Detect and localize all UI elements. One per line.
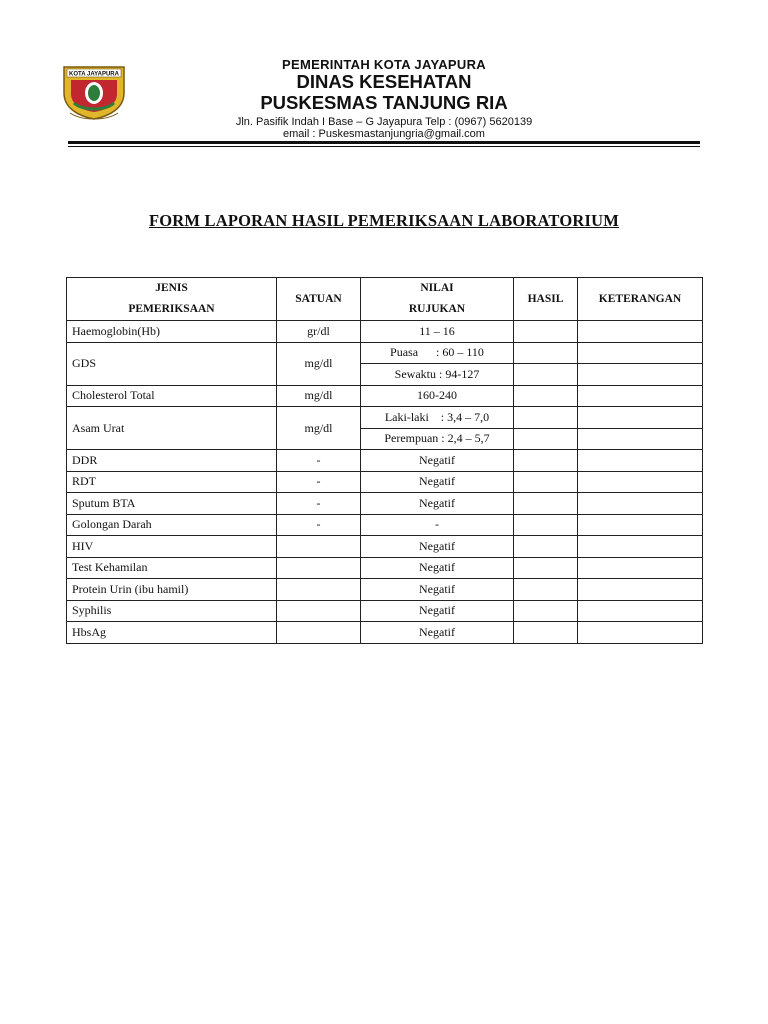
table-row <box>67 385 703 407</box>
exam-name: Sputum BTA <box>67 493 277 515</box>
header-jenis-line2: PEMERIKSAAN <box>128 303 215 315</box>
result-cell[interactable] <box>514 514 578 536</box>
result-cell[interactable] <box>514 622 578 644</box>
exam-unit: gr/dl <box>277 321 361 343</box>
exam-name: DDR <box>67 450 277 472</box>
emblem-label: KOTA JAYAPURA <box>69 71 119 78</box>
result-cell[interactable] <box>514 557 578 579</box>
remarks-cell[interactable] <box>578 579 703 601</box>
header-satuan: SATUAN <box>277 278 361 321</box>
exam-unit <box>277 622 361 644</box>
table-row <box>67 471 703 493</box>
header-jenis-line1: JENIS <box>155 282 188 294</box>
exam-unit: - <box>277 471 361 493</box>
exam-reference: Puasa : 60 – 110 <box>361 342 514 364</box>
header-hasil: HASIL <box>514 278 578 321</box>
letterhead <box>140 57 628 140</box>
exam-unit: mg/dl <box>277 407 361 450</box>
exam-reference: Perempuan : 2,4 – 5,7 <box>361 428 514 450</box>
exam-name: HbsAg <box>67 622 277 644</box>
remarks-cell[interactable] <box>578 536 703 558</box>
result-cell[interactable] <box>514 493 578 515</box>
form-title: FORM LAPORAN HASIL PEMERIKSAAN LABORATORIUM <box>148 211 620 230</box>
table-row <box>67 342 703 364</box>
remarks-cell[interactable] <box>578 514 703 536</box>
table-row <box>67 493 703 515</box>
result-cell[interactable] <box>514 428 578 450</box>
remarks-cell[interactable] <box>578 428 703 450</box>
table-row <box>67 321 703 343</box>
exam-name: Syphilis <box>67 600 277 622</box>
table-row <box>67 622 703 644</box>
result-cell[interactable] <box>514 450 578 472</box>
remarks-cell[interactable] <box>578 321 703 343</box>
exam-unit: mg/dl <box>277 385 361 407</box>
exam-unit: mg/dl <box>277 342 361 385</box>
exam-unit <box>277 579 361 601</box>
result-cell[interactable] <box>514 579 578 601</box>
header-nilai-line2: RUJUKAN <box>408 303 466 315</box>
letterhead-address: Jln. Pasifik Indah I Base – G Jayapura Telp : (0967) 5620139 <box>235 116 533 128</box>
exam-unit: - <box>277 450 361 472</box>
remarks-cell[interactable] <box>578 407 703 429</box>
remarks-cell[interactable] <box>578 622 703 644</box>
exam-name: Test Kehamilan <box>67 557 277 579</box>
remarks-cell[interactable] <box>578 600 703 622</box>
result-cell[interactable] <box>514 342 578 364</box>
remarks-cell[interactable] <box>578 557 703 579</box>
remarks-cell[interactable] <box>578 364 703 386</box>
lab-results-table <box>66 277 703 644</box>
letterhead-email: email : Puskesmastanjungria@gmail.com <box>283 128 485 140</box>
exam-name: HIV <box>67 536 277 558</box>
letterhead-institution: PUSKESMAS TANJUNG RIA <box>260 92 508 113</box>
exam-unit <box>277 536 361 558</box>
exam-reference: Negatif <box>361 450 514 472</box>
exam-reference: Negatif <box>361 493 514 515</box>
result-cell[interactable] <box>514 407 578 429</box>
result-cell[interactable] <box>514 471 578 493</box>
exam-reference: 11 – 16 <box>361 321 514 343</box>
exam-name: Asam Urat <box>67 407 277 450</box>
letterhead-department: DINAS KESEHATAN <box>296 71 472 92</box>
exam-reference: Negatif <box>361 536 514 558</box>
result-cell[interactable] <box>514 385 578 407</box>
exam-reference: Sewaktu : 94-127 <box>361 364 514 386</box>
exam-name: Golongan Darah <box>67 514 277 536</box>
exam-reference: Negatif <box>361 622 514 644</box>
exam-reference: Negatif <box>361 557 514 579</box>
result-cell[interactable] <box>514 321 578 343</box>
remarks-cell[interactable] <box>578 471 703 493</box>
header-nilai-rujukan <box>361 278 514 321</box>
header-nilai-line1: NILAI <box>420 282 454 294</box>
result-cell[interactable] <box>514 536 578 558</box>
exam-reference: Negatif <box>361 579 514 601</box>
table-row <box>67 600 703 622</box>
exam-unit <box>277 600 361 622</box>
exam-name: RDT <box>67 471 277 493</box>
table-row <box>67 579 703 601</box>
exam-reference: Negatif <box>361 600 514 622</box>
exam-name: Cholesterol Total <box>67 385 277 407</box>
exam-unit: - <box>277 514 361 536</box>
remarks-cell[interactable] <box>578 450 703 472</box>
exam-name: GDS <box>67 342 277 385</box>
exam-reference: Laki-laki : 3,4 – 7,0 <box>361 407 514 429</box>
letterhead-government: PEMERINTAH KOTA JAYAPURA <box>282 57 486 72</box>
remarks-cell[interactable] <box>578 493 703 515</box>
remarks-cell[interactable] <box>578 342 703 364</box>
table-row <box>67 536 703 558</box>
header-keterangan: KETERANGAN <box>578 278 703 321</box>
exam-reference: - <box>361 514 514 536</box>
exam-reference: Negatif <box>361 471 514 493</box>
kota-jayapura-emblem <box>60 63 128 121</box>
exam-name: Haemoglobin(Hb) <box>67 321 277 343</box>
table-row <box>67 450 703 472</box>
table-row <box>67 557 703 579</box>
table-row <box>67 407 703 429</box>
letterhead-rule-thick <box>68 141 700 144</box>
exam-unit: - <box>277 493 361 515</box>
table-header-row <box>67 278 703 321</box>
remarks-cell[interactable] <box>578 385 703 407</box>
exam-unit <box>277 557 361 579</box>
letterhead-rule-thin <box>68 146 700 147</box>
exam-reference: 160-240 <box>361 385 514 407</box>
table-row <box>67 514 703 536</box>
exam-name: Protein Urin (ibu hamil) <box>67 579 277 601</box>
header-jenis-pemeriksaan <box>67 278 277 321</box>
result-cell[interactable] <box>514 600 578 622</box>
result-cell[interactable] <box>514 364 578 386</box>
